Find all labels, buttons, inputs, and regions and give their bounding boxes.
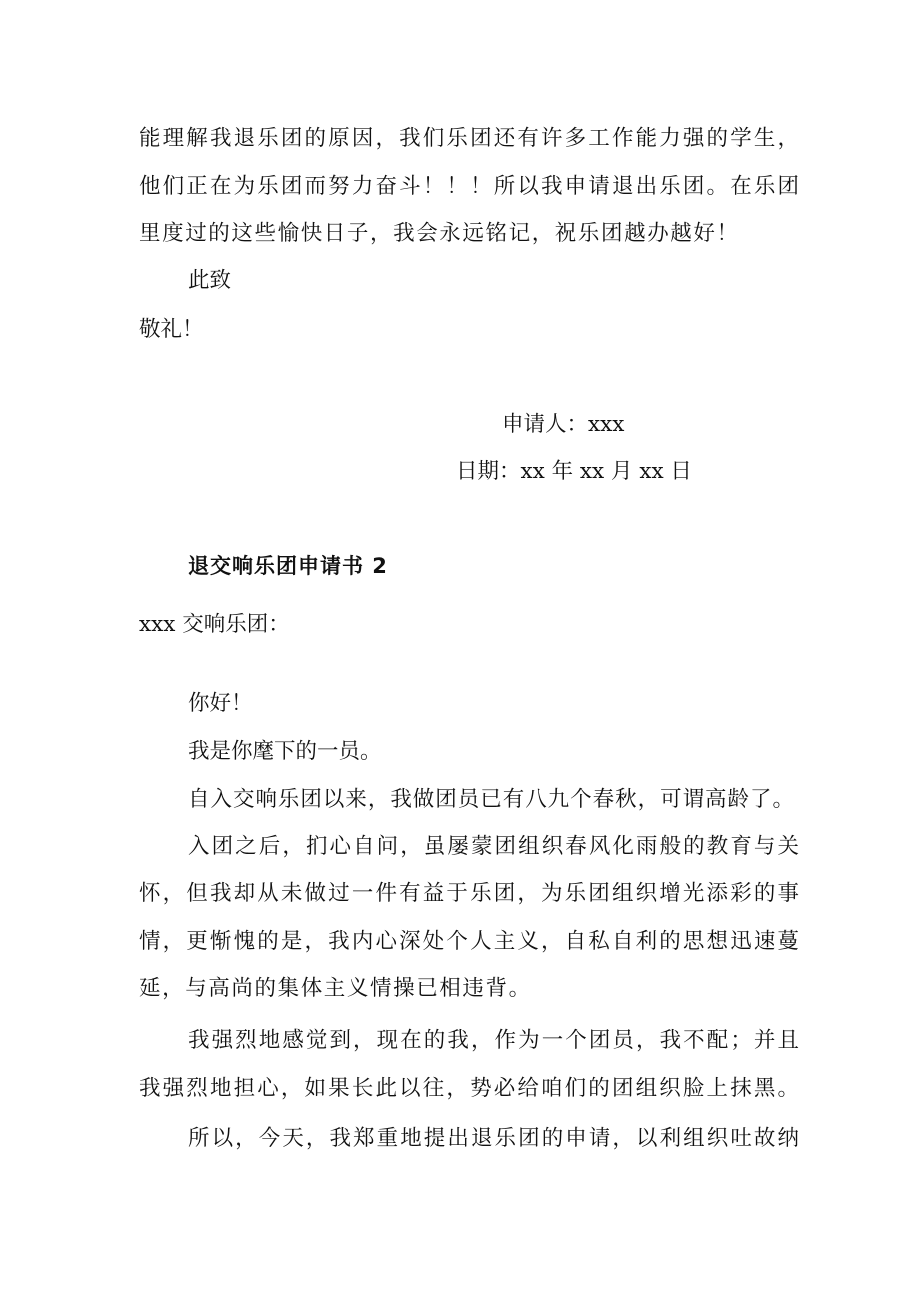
signature-applicant: 申请人：xxx — [502, 412, 625, 437]
paragraph: 自入交响乐团以来，我做团员已有八九个春秋，可谓高龄了。 — [188, 787, 794, 812]
body-line: 他们正在为乐团而努力奋斗！！！所以我申请退出乐团。在乐团 — [139, 174, 799, 199]
paragraph-line: 怀，但我却从未做过一件有益于乐团，为乐团组织增光添彩的事 — [139, 881, 799, 906]
paragraph-line: 延，与高尚的集体主义情操已相违背。 — [139, 976, 532, 1001]
paragraph-line: 情，更惭愧的是，我内心深处个人主义，自私自利的思想迅速蔓 — [139, 929, 799, 954]
paragraph-line: 所以，今天，我郑重地提出退乐团的申请，以利组织吐故纳 — [188, 1126, 799, 1151]
paragraph-line: 我强烈地感觉到，现在的我，作为一个团员，我不配；并且 — [188, 1028, 799, 1053]
paragraph-line: 入团之后，扪心自问，虽屡蒙团组织春风化雨般的教育与关 — [188, 834, 799, 859]
paragraph: 我是你麾下的一员。 — [188, 739, 382, 764]
salutation: xxx 交响乐团： — [139, 612, 290, 637]
body-line: 能理解我退乐团的原因，我们乐团还有许多工作能力强的学生， — [139, 126, 799, 151]
closing-salutation: 此致 — [188, 268, 232, 293]
closing-regards: 敬礼！ — [139, 317, 204, 342]
body-line: 里度过的这些愉快日子，我会永远铭记，祝乐团越办越好！ — [139, 221, 740, 246]
section-title: 退交响乐团申请书 2 — [188, 554, 388, 578]
greeting: 你好！ — [188, 691, 253, 716]
signature-date: 日期：xx 年 xx 月 xx 日 — [456, 459, 692, 484]
paragraph-line: 我强烈地担心，如果长此以往，势必给咱们的团组织脸上抹黑。 — [139, 1076, 799, 1101]
